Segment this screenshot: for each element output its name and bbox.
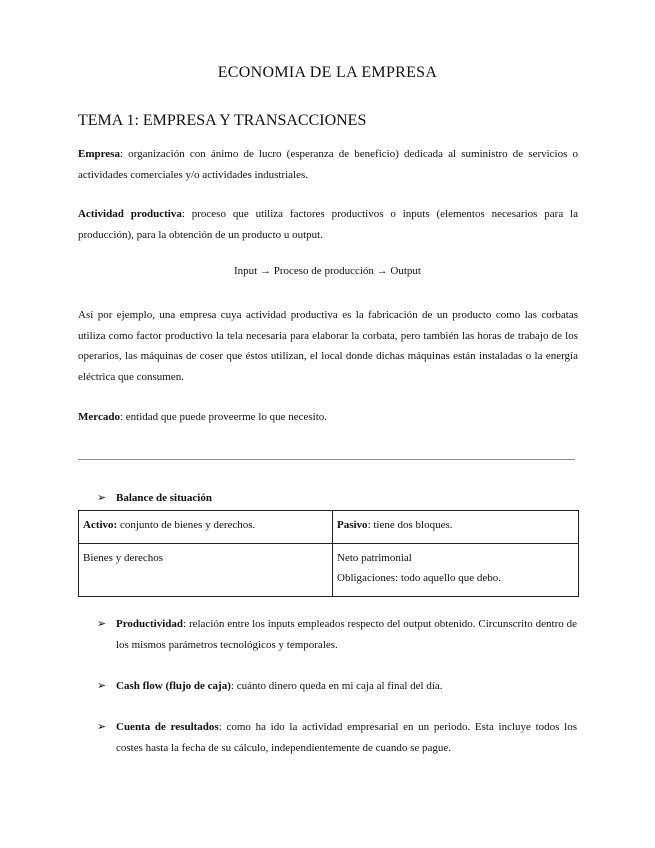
table-row: [79, 544, 579, 597]
balance-heading: Balance de situación: [116, 492, 212, 504]
bienes-cell: Bienes y derechos: [79, 544, 333, 597]
example-paragraph: Así por ejemplo, una empresa cuya actividad productiva es la fabricación de un producto como las corbatas utiliza como factor productivo la tela necesaria para elaborar la corbata, pero también las horas de trabajo de los operarios, las máquinas de coser que éstos utilizan, el local donde dichas máquinas están instaladas o la energía eléctrica que consumen.: [78, 309, 578, 383]
mercado-definition: [78, 407, 578, 428]
actividad-term: Actividad productiva: [78, 208, 182, 220]
bullet-arrow-icon: ➢: [97, 618, 107, 630]
productividad-text: [116, 614, 577, 655]
empresa-definition: [78, 144, 578, 185]
empresa-term: Empresa: [78, 148, 120, 160]
bullet-arrow-icon: ➢: [97, 492, 107, 504]
resultados-item: [97, 717, 577, 758]
cashflow-definition: : cuánto dinero queda en mi caja al final del día.: [230, 680, 443, 692]
balance-heading-item: [97, 488, 577, 509]
bullet-arrow-icon: ➢: [97, 721, 107, 733]
neto-patrimonial: Neto patrimonial: [337, 552, 412, 564]
document-title: ECONOMIA DE LA EMPRESA: [217, 64, 438, 81]
pasivo-detail-cell: [333, 544, 579, 597]
mercado-term: Mercado: [78, 411, 120, 423]
productividad-term: Productividad: [116, 618, 184, 630]
resultados-term: Cuenta de resultados: [116, 721, 219, 733]
horizontal-divider: [78, 459, 575, 460]
pasivo-definition: : tiene dos bloques.: [367, 519, 453, 531]
cashflow-item: [97, 676, 577, 697]
actividad-definition: [78, 204, 578, 245]
activo-term: Activo:: [83, 519, 118, 531]
section-title: TEMA 1: EMPRESA Y TRANSACCIONES: [78, 112, 367, 129]
empresa-definition-text: : organización con ánimo de lucro (esperanza de beneficio) dedicada al suministro de servicios o actividades comerciales y/o actividades industriales.: [78, 148, 578, 181]
balance-table: [78, 510, 579, 597]
production-formula: Input → Proceso de producción → Output: [234, 265, 421, 277]
productividad-item: [97, 614, 577, 655]
bullet-arrow-icon: ➢: [97, 680, 107, 692]
resultados-text: [116, 717, 577, 758]
obligaciones: Obligaciones: todo aquello que debo.: [337, 572, 502, 584]
activo-definition: conjunto de bienes y derechos.: [117, 519, 256, 531]
table-row: [79, 511, 579, 544]
pasivo-cell: [333, 511, 579, 544]
productividad-definition: : relación entre los inputs empleados respecto del output obtenido. Circunscrito dentro de los mismos parámetros tecnológicos y temporales.: [116, 618, 577, 651]
pasivo-term: Pasivo: [337, 519, 368, 531]
mercado-definition-text: : entidad que puede proveerme lo que necesito.: [119, 411, 328, 423]
activo-cell: [79, 511, 333, 544]
cashflow-text: [116, 676, 577, 697]
actividad-definition-text: : proceso que utiliza factores productivos o inputs (elementos necesarios para la producción), para la obtención de un producto u output.: [78, 208, 578, 241]
cashflow-term: Cash flow (flujo de caja): [116, 680, 231, 692]
resultados-definition: : como ha ido la actividad empresarial en un periodo. Esta incluye todos los costes hasta la fecha de su cálculo, independientemente de cuando se pague.: [116, 721, 577, 754]
